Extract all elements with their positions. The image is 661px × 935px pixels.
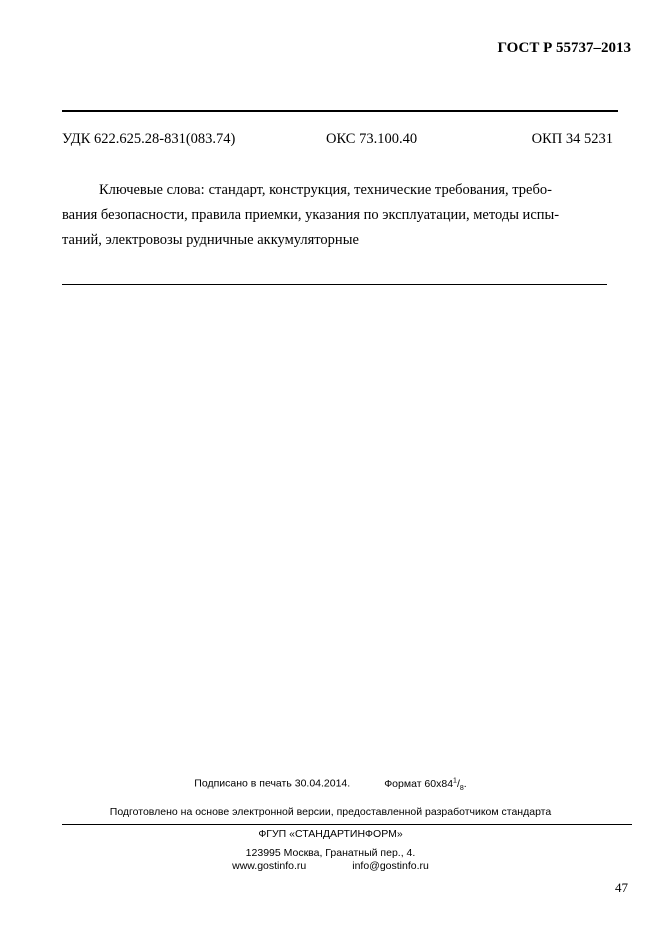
paper-format: Формат $60х84^1/_8$. (384, 777, 467, 792)
keywords-text-1: стандарт, конструкция, технические требования, требо- (208, 182, 552, 198)
udk-code: УДК 622.625.28-831(083.74) (62, 131, 236, 147)
page-number: 47 (615, 880, 628, 895)
format-end: . (463, 777, 467, 790)
email-link[interactable]: info@gostinfo.ru (352, 860, 429, 872)
keywords-divider (62, 284, 607, 285)
header-divider (62, 110, 618, 112)
format-denominator: 8 (459, 784, 464, 792)
format-label: Формат 60х84 (384, 777, 454, 790)
keywords-line-1 (62, 178, 608, 203)
keywords-label: Ключевые слова: (99, 182, 205, 198)
imprint-divider (62, 824, 632, 825)
signed-to-print-line (0, 777, 661, 792)
signed-date: Подписано в печать 30.04.2014. (194, 777, 351, 790)
publisher-contacts (0, 860, 661, 872)
prepared-note: Подготовлено на основе электронной версии, предоставленной разработчиком стандарта (109, 806, 552, 818)
document-code: ГОСТ Р 55737–2013 (497, 40, 631, 56)
okp-code: ОКП 34 5231 (531, 131, 613, 147)
keywords-line-2: вания безопасности, правила приемки, указания по эксплуатации, методы испы- (62, 207, 560, 223)
format-numerator: 1 (453, 777, 457, 784)
classification-row (62, 131, 613, 151)
oks-code: ОКС 73.100.40 (326, 131, 418, 147)
publisher-name: ФГУП «СТАНДАРТИНФОРМ» (258, 828, 403, 840)
website-link[interactable]: www.gostinfo.ru (232, 860, 307, 872)
keywords-paragraph (62, 178, 608, 253)
publisher-address: 123995 Москва, Гранатный пер., 4. (245, 847, 416, 859)
keywords-line-3: таний, электровозы рудничные аккумуляторные (62, 232, 359, 248)
